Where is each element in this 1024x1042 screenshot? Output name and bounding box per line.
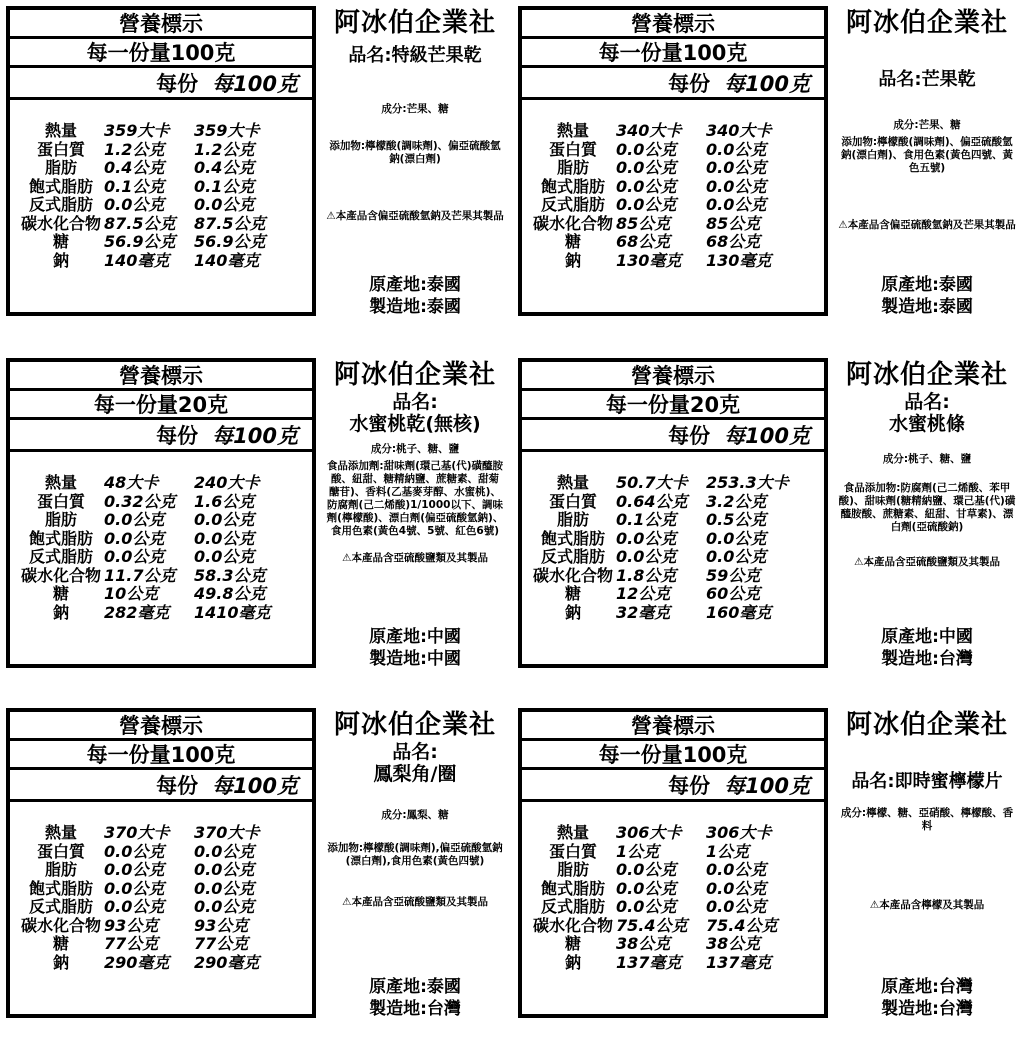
nutrition-facts-box — [6, 708, 316, 1018]
country-of-manufacture: 製造地:泰國 — [369, 297, 461, 317]
per-100g-value: 77公克 — [194, 934, 249, 953]
origin-info — [320, 274, 510, 318]
per-serving-value: 0.64公克 — [616, 491, 688, 511]
per-100g-header: 每100克 — [212, 773, 298, 798]
per-serving-value: 370大卡 — [104, 823, 170, 842]
nutrient-label: 鈉 — [52, 952, 69, 972]
nutrient-row — [18, 861, 308, 880]
per-100g-value: 340大卡 — [706, 121, 772, 140]
nutrient-row — [18, 917, 308, 936]
per-100g-header: 每100克 — [212, 423, 298, 448]
product-info — [320, 0, 510, 330]
per-serving-value: 0.0公克 — [616, 860, 677, 879]
label-panel — [0, 352, 512, 692]
per-serving-header: 每份 — [156, 773, 199, 798]
product-info — [832, 702, 1022, 1032]
column-headers — [522, 420, 824, 452]
per-serving-value: 0.0公克 — [104, 547, 165, 566]
per-serving-value: 0.0公克 — [616, 139, 677, 159]
per-100g-value: 0.0公克 — [706, 528, 767, 548]
country-of-origin: 原產地:中國 — [881, 627, 973, 647]
nutrient-row — [530, 954, 820, 973]
nutrient-table — [522, 452, 824, 622]
per-100g-value: 0.5公克 — [706, 510, 767, 529]
nutrient-label: 鈉 — [564, 602, 581, 622]
nutrient-table — [10, 452, 312, 622]
per-100g-value: 0.0公克 — [194, 547, 255, 566]
serving-size: 每一份量100克 — [522, 741, 824, 770]
per-100g-value: 87.5公克 — [194, 213, 266, 233]
nutrient-row — [530, 567, 820, 586]
nutrient-label: 脂肪 — [44, 158, 77, 177]
per-100g-value: 85公克 — [706, 213, 761, 233]
nutrient-row — [18, 493, 308, 512]
nutrient-row — [530, 824, 820, 843]
per-100g-value: 0.0公克 — [706, 139, 767, 159]
nutrient-label: 熱量 — [44, 473, 77, 492]
per-100g-value: 160毫克 — [706, 602, 772, 622]
per-100g-value: 0.0公克 — [706, 860, 767, 879]
origin-info — [320, 626, 510, 670]
nutrient-label: 飽式脂肪 — [540, 878, 605, 898]
brand-name: 阿冰伯企業社 — [333, 8, 496, 38]
nutrient-row — [530, 935, 820, 954]
per-serving-value: 50.7大卡 — [616, 473, 688, 492]
nutrient-row — [530, 493, 820, 512]
nutrient-row — [530, 252, 820, 271]
nutrient-label: 飽式脂肪 — [28, 176, 93, 196]
nutrient-label: 脂肪 — [44, 860, 77, 879]
nutrient-table — [522, 100, 824, 270]
nutrient-label: 反式脂肪 — [28, 897, 93, 916]
additives: 添加物:檸檬酸(調味劑),偏亞硫酸氫鈉(漂白劑),食用色素(黃色四號) — [327, 842, 503, 867]
per-100g-value: 0.0公克 — [706, 158, 767, 177]
nutrient-label: 碳水化合物 — [20, 915, 101, 935]
brand-name: 阿冰伯企業社 — [845, 8, 1008, 38]
allergen-warning: ⚠本產品含檸檬及其製品 — [869, 899, 985, 911]
nutrition-title: 營養標示 — [10, 362, 312, 391]
per-100g-value: 240大卡 — [194, 473, 260, 492]
per-serving-value: 0.0公克 — [104, 528, 165, 548]
nutrient-label: 飽式脂肪 — [540, 176, 605, 196]
label-panel — [512, 702, 1024, 1042]
nutrient-label: 鈉 — [52, 250, 69, 270]
nutrient-row — [18, 898, 308, 917]
per-100g-value: 93公克 — [194, 915, 249, 935]
allergen-warning: ⚠本產品含亞硫酸鹽類及其製品 — [342, 896, 488, 908]
allergen-warning: ⚠本產品含偏亞硫酸氫鈉及芒果其製品 — [326, 210, 504, 222]
per-serving-value: 48大卡 — [104, 473, 159, 492]
brand-name: 阿冰伯企業社 — [333, 360, 496, 390]
nutrient-row — [18, 511, 308, 530]
per-serving-value: 85公克 — [616, 213, 671, 233]
nutrient-label: 飽式脂肪 — [28, 528, 93, 548]
per-serving-value: 0.0公克 — [616, 528, 677, 548]
nutrient-label: 鈉 — [564, 250, 581, 270]
per-100g-header: 每100克 — [724, 423, 810, 448]
per-100g-value: 38公克 — [706, 934, 761, 953]
nutrient-table — [10, 802, 312, 972]
per-serving-value: 140毫克 — [104, 250, 170, 270]
country-of-manufacture: 製造地:泰國 — [881, 297, 973, 317]
per-serving-header: 每份 — [156, 71, 199, 96]
per-100g-value: 58.3公克 — [194, 565, 266, 585]
product-info — [832, 352, 1022, 682]
per-100g-value: 359大卡 — [194, 121, 260, 140]
nutrition-facts-box — [518, 708, 828, 1018]
label-panel — [0, 0, 512, 340]
nutrient-row — [530, 843, 820, 862]
column-headers — [10, 420, 312, 452]
per-100g-value: 306大卡 — [706, 823, 772, 842]
nutrient-label: 熱量 — [556, 473, 589, 492]
serving-size: 每一份量100克 — [10, 39, 312, 68]
per-serving-header: 每份 — [156, 423, 199, 448]
product-name: 品名:芒果乾 — [878, 69, 976, 90]
per-serving-value: 290毫克 — [104, 952, 170, 972]
origin-info — [832, 976, 1022, 1020]
per-100g-value: 1.2公克 — [194, 139, 255, 159]
product-name: 品名: 水蜜桃乾(無核) — [349, 391, 481, 435]
allergen-warning: ⚠本產品含亞硫酸鹽類及其製品 — [854, 556, 1000, 568]
per-100g-value: 253.3大卡 — [706, 473, 789, 492]
per-serving-value: 130毫克 — [616, 250, 682, 270]
nutrient-row — [18, 530, 308, 549]
nutrient-row — [18, 824, 308, 843]
nutrient-label: 脂肪 — [44, 510, 77, 529]
per-100g-value: 0.0公克 — [706, 195, 767, 214]
per-serving-value: 0.1公克 — [616, 510, 677, 529]
per-serving-value: 32毫克 — [616, 602, 671, 622]
per-serving-value: 11.7公克 — [104, 565, 176, 585]
nutrient-row — [530, 585, 820, 604]
nutrient-label: 熱量 — [556, 121, 589, 140]
per-serving-value: 0.0公克 — [104, 860, 165, 879]
per-serving-header: 每份 — [668, 423, 711, 448]
nutrient-label: 糖 — [564, 584, 581, 603]
nutrient-row — [18, 474, 308, 493]
nutrient-label: 碳水化合物 — [20, 213, 101, 233]
ingredients: 成分:鳳梨、糖 — [381, 809, 449, 821]
per-100g-value: 0.0公克 — [706, 176, 767, 196]
nutrition-title: 營養標示 — [10, 10, 312, 39]
nutrient-label: 鈉 — [52, 602, 69, 622]
country-of-origin: 原產地:中國 — [369, 627, 461, 647]
per-serving-value: 0.1公克 — [104, 176, 165, 196]
nutrient-row — [530, 548, 820, 567]
country-of-origin: 原產地:泰國 — [369, 977, 461, 997]
nutrient-label: 反式脂肪 — [540, 897, 605, 916]
per-100g-value: 140毫克 — [194, 250, 260, 270]
nutrient-row — [18, 122, 308, 141]
nutrient-row — [530, 511, 820, 530]
product-name: 品名: 水蜜桃條 — [888, 391, 965, 435]
nutrient-row — [18, 567, 308, 586]
per-100g-value: 0.0公克 — [194, 510, 255, 529]
column-headers — [522, 68, 824, 100]
per-serving-value: 75.4公克 — [616, 915, 688, 935]
ingredients: 成分:桃子、糖、鹽 — [882, 453, 972, 465]
nutrient-row — [18, 252, 308, 271]
origin-info — [832, 274, 1022, 318]
nutrient-label: 熱量 — [44, 823, 77, 842]
per-100g-value: 68公克 — [706, 232, 761, 251]
additives: 添加物:檸檬酸(調味劑)、偏亞硫酸氫鈉(漂白劑) — [329, 140, 501, 165]
nutrient-row — [18, 880, 308, 899]
per-serving-value: 359大卡 — [104, 121, 170, 140]
nutrient-row — [530, 474, 820, 493]
nutrient-row — [530, 215, 820, 234]
allergen-warning: ⚠本產品含偏亞硫酸氫鈉及芒果其製品 — [838, 219, 1016, 231]
nutrient-label: 糖 — [52, 232, 69, 251]
per-serving-value: 306大卡 — [616, 823, 682, 842]
per-100g-value: 49.8公克 — [194, 584, 266, 603]
nutrient-label: 糖 — [564, 934, 581, 953]
per-serving-value: 68公克 — [616, 232, 671, 251]
nutrient-label: 飽式脂肪 — [28, 878, 93, 898]
nutrient-label: 蛋白質 — [36, 491, 85, 511]
per-100g-value: 56.9公克 — [194, 232, 266, 251]
nutrient-row — [530, 196, 820, 215]
per-100g-header: 每100克 — [212, 71, 298, 96]
column-headers — [10, 770, 312, 802]
nutrient-label: 反式脂肪 — [540, 195, 605, 214]
ingredients: 成分:芒果、糖 — [893, 119, 961, 131]
serving-size: 每一份量100克 — [10, 741, 312, 770]
nutrient-row — [530, 233, 820, 252]
per-100g-value: 0.0公克 — [194, 878, 255, 898]
nutrient-row — [18, 585, 308, 604]
per-serving-value: 0.0公克 — [616, 897, 677, 916]
nutrient-label: 糖 — [564, 232, 581, 251]
nutrition-facts-box — [518, 6, 828, 316]
per-serving-value: 10公克 — [104, 584, 159, 603]
country-of-origin: 原產地:泰國 — [881, 275, 973, 295]
product-info — [320, 702, 510, 1032]
nutrition-facts-box — [518, 358, 828, 668]
per-serving-value: 0.0公克 — [616, 547, 677, 566]
per-serving-value: 1公克 — [616, 841, 660, 861]
country-of-manufacture: 製造地:台灣 — [881, 999, 973, 1019]
nutrient-label: 脂肪 — [556, 510, 589, 529]
country-of-manufacture: 製造地:台灣 — [369, 999, 461, 1019]
per-100g-value: 0.0公克 — [706, 897, 767, 916]
per-serving-value: 0.0公克 — [616, 176, 677, 196]
per-100g-value: 59公克 — [706, 565, 761, 585]
nutrition-title: 營養標示 — [522, 712, 824, 741]
nutrient-row — [18, 843, 308, 862]
country-of-origin: 原產地:泰國 — [369, 275, 461, 295]
per-serving-value: 0.0公克 — [104, 195, 165, 214]
per-serving-value: 340大卡 — [616, 121, 682, 140]
nutrient-label: 飽式脂肪 — [540, 528, 605, 548]
nutrient-row — [18, 141, 308, 160]
nutrient-row — [530, 898, 820, 917]
per-serving-value: 0.4公克 — [104, 158, 165, 177]
nutrient-label: 鈉 — [564, 952, 581, 972]
per-100g-value: 130毫克 — [706, 250, 772, 270]
per-serving-value: 12公克 — [616, 584, 671, 603]
country-of-origin: 原產地:台灣 — [881, 977, 973, 997]
per-100g-value: 0.0公克 — [194, 841, 255, 861]
brand-name: 阿冰伯企業社 — [845, 360, 1008, 390]
per-100g-value: 0.0公克 — [194, 195, 255, 214]
per-100g-value: 75.4公克 — [706, 915, 778, 935]
nutrient-table — [10, 100, 312, 270]
nutrient-label: 蛋白質 — [548, 491, 597, 511]
nutrient-row — [530, 604, 820, 623]
product-name: 品名:特級芒果乾 — [348, 45, 482, 66]
nutrient-label: 碳水化合物 — [532, 565, 613, 585]
nutrient-row — [18, 935, 308, 954]
nutrient-row — [18, 159, 308, 178]
nutrient-row — [530, 861, 820, 880]
nutrient-label: 蛋白質 — [36, 139, 85, 159]
per-100g-header: 每100克 — [724, 773, 810, 798]
per-serving-value: 0.32公克 — [104, 491, 176, 511]
allergen-warning: ⚠本產品含亞硫酸鹽類及其製品 — [342, 552, 488, 564]
per-serving-header: 每份 — [668, 773, 711, 798]
per-serving-value: 0.0公克 — [104, 878, 165, 898]
per-serving-value: 0.0公克 — [104, 841, 165, 861]
nutrient-row — [18, 548, 308, 567]
per-serving-value: 77公克 — [104, 934, 159, 953]
additives: 添加物:檸檬酸(調味劑)、偏亞硫酸氫鈉(漂白劑)、食用色素(黃色四號、黃色五號) — [841, 136, 1013, 174]
per-100g-value: 1.6公克 — [194, 491, 255, 511]
label-panel — [0, 702, 512, 1042]
nutrient-label: 糖 — [52, 584, 69, 603]
nutrition-title: 營養標示 — [522, 362, 824, 391]
label-panel — [512, 0, 1024, 340]
nutrient-row — [18, 215, 308, 234]
per-100g-value: 0.1公克 — [194, 176, 255, 196]
nutrition-facts-box — [6, 6, 316, 316]
nutrient-label: 蛋白質 — [36, 841, 85, 861]
nutrient-row — [18, 233, 308, 252]
ingredients: 成分:桃子、糖、鹽 — [370, 443, 460, 455]
per-100g-value: 60公克 — [706, 584, 761, 603]
per-serving-value: 0.0公克 — [616, 158, 677, 177]
per-100g-value: 290毫克 — [194, 952, 260, 972]
ingredients: 成分:芒果、糖 — [381, 103, 449, 115]
country-of-manufacture: 製造地:中國 — [369, 649, 461, 669]
per-serving-value: 0.0公克 — [104, 897, 165, 916]
nutrient-label: 熱量 — [556, 823, 589, 842]
per-100g-value: 137毫克 — [706, 952, 772, 972]
ingredients: 成分:檸檬、糖、亞硝酸、檸檬酸、香料 — [840, 807, 1014, 832]
nutrition-facts-box — [6, 358, 316, 668]
column-headers — [522, 770, 824, 802]
per-serving-value: 0.0公克 — [104, 510, 165, 529]
additives: 食品添加物:防腐劑(己二烯酸、苯甲酸)、甜味劑(糖精納鹽、環己基(代)磺醯胺酸、蔗糖素、紐甜、甘草素)、漂白劑(亞硫酸鈉) — [838, 482, 1016, 533]
per-100g-value: 1410毫克 — [194, 602, 271, 622]
per-serving-value: 56.9公克 — [104, 232, 176, 251]
per-100g-value: 0.0公克 — [194, 897, 255, 916]
per-serving-value: 0.0公克 — [616, 878, 677, 898]
per-100g-value: 1公克 — [706, 841, 750, 861]
per-serving-value: 1.2公克 — [104, 139, 165, 159]
per-100g-value: 0.4公克 — [194, 158, 255, 177]
brand-name: 阿冰伯企業社 — [845, 710, 1008, 740]
origin-info — [832, 626, 1022, 670]
nutrient-row — [18, 604, 308, 623]
nutrient-row — [530, 178, 820, 197]
per-100g-value: 0.0公克 — [706, 547, 767, 566]
product-info — [320, 352, 510, 682]
nutrient-label: 熱量 — [44, 121, 77, 140]
nutrient-label: 蛋白質 — [548, 841, 597, 861]
nutrient-label: 反式脂肪 — [540, 547, 605, 566]
product-name: 品名: 鳳梨角/圈 — [373, 741, 457, 785]
nutrient-label: 脂肪 — [556, 158, 589, 177]
product-info — [832, 0, 1022, 330]
nutrient-label: 反式脂肪 — [28, 547, 93, 566]
nutrition-title: 營養標示 — [522, 10, 824, 39]
per-serving-value: 282毫克 — [104, 602, 170, 622]
brand-name: 阿冰伯企業社 — [333, 710, 496, 740]
serving-size: 每一份量20克 — [522, 391, 824, 420]
per-serving-value: 87.5公克 — [104, 213, 176, 233]
nutrient-label: 蛋白質 — [548, 139, 597, 159]
per-100g-value: 0.0公克 — [706, 878, 767, 898]
nutrient-label: 碳水化合物 — [20, 565, 101, 585]
per-serving-value: 93公克 — [104, 915, 159, 935]
nutrient-row — [530, 122, 820, 141]
nutrient-table — [522, 802, 824, 972]
additives: 食品添加劑:甜味劑(環己基(代)磺醯胺酸、紐甜、糖精納鹽、蔗糖素、甜菊醣苷)、香料(乙基麥芽醇、水蜜桃)、防腐劑(己二烯酸)1/1000以下、調味劑(檸檬酸)、漂白劑(偏亞硫酸氫鈉)、食用色素(黃色4號、5號、紅色6號) — [326, 460, 504, 537]
per-100g-value: 3.2公克 — [706, 491, 767, 511]
per-100g-value: 0.0公克 — [194, 528, 255, 548]
per-serving-value: 1.8公克 — [616, 565, 677, 585]
nutrient-label: 脂肪 — [556, 860, 589, 879]
nutrition-title: 營養標示 — [10, 712, 312, 741]
per-serving-value: 137毫克 — [616, 952, 682, 972]
nutrient-row — [530, 530, 820, 549]
per-serving-header: 每份 — [668, 71, 711, 96]
label-panel — [512, 352, 1024, 692]
column-headers — [10, 68, 312, 100]
nutrient-row — [18, 196, 308, 215]
per-100g-value: 0.0公克 — [194, 860, 255, 879]
nutrient-row — [530, 917, 820, 936]
nutrient-label: 碳水化合物 — [532, 915, 613, 935]
serving-size: 每一份量20克 — [10, 391, 312, 420]
serving-size: 每一份量100克 — [522, 39, 824, 68]
nutrient-label: 糖 — [52, 934, 69, 953]
per-100g-header: 每100克 — [724, 71, 810, 96]
country-of-manufacture: 製造地:台灣 — [881, 649, 973, 669]
nutrient-row — [530, 159, 820, 178]
nutrient-label: 碳水化合物 — [532, 213, 613, 233]
nutrient-row — [530, 141, 820, 160]
nutrient-row — [18, 178, 308, 197]
per-serving-value: 38公克 — [616, 934, 671, 953]
nutrient-label: 反式脂肪 — [28, 195, 93, 214]
nutrient-row — [18, 954, 308, 973]
per-100g-value: 370大卡 — [194, 823, 260, 842]
nutrient-row — [530, 880, 820, 899]
product-name: 品名:即時蜜檸檬片 — [851, 771, 1003, 792]
per-serving-value: 0.0公克 — [616, 195, 677, 214]
origin-info — [320, 976, 510, 1020]
